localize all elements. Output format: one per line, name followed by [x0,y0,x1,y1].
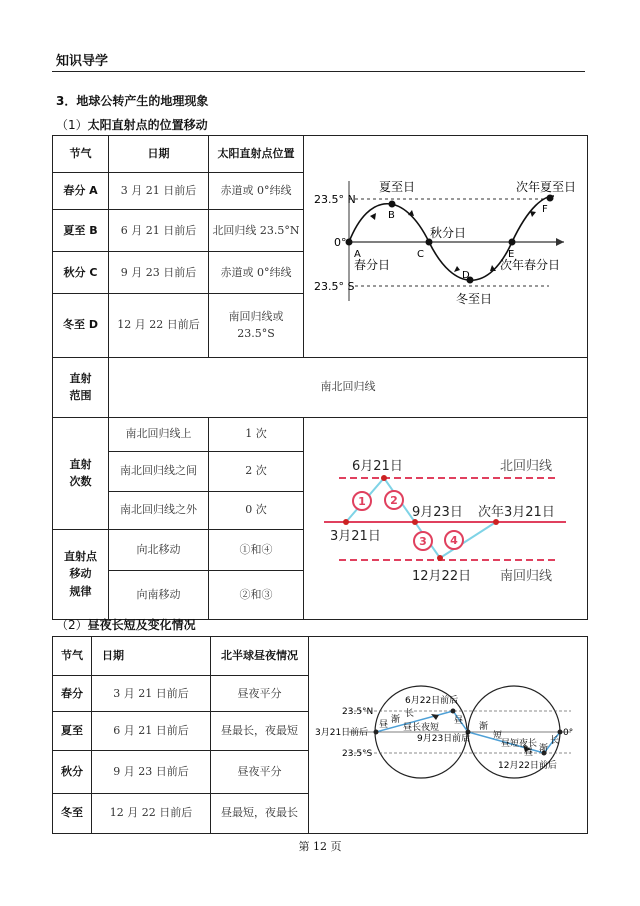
times-label-line1: 直射 [69,457,92,471]
point-e-label: E [508,249,515,260]
day-long-label: 昼长夜短 [403,723,440,733]
times-label-line2: 次数 [69,475,92,489]
situation-autumn: 昼夜平分 [211,750,309,793]
col-header-date: 日期 [92,637,211,676]
date-autumn: 9 月 23 日前后 [109,252,209,293]
subsolar-zigzag-diagram [304,420,588,610]
times-count: 1 次 [209,417,304,451]
point-c-label: C [417,249,424,260]
point-f-marker [547,195,554,202]
movement-periods: ②和③ [209,570,304,619]
date-mar21-label: 3月21日前后 [315,728,369,738]
times-label [53,417,109,529]
movement-label-line3: 规律 [69,584,92,598]
date-spring: 3 月 21 日前后 [109,173,209,210]
date-jun21-label: 6月21日 [352,459,403,475]
point-b-label: B [388,210,395,221]
point-b-marker [389,201,396,208]
jian-char-3: 渐 [539,744,549,754]
movement-label-line2: 移动 [69,567,92,581]
day-night-table [52,636,588,834]
date-dec22-label: 12月22日前后 [498,761,557,771]
point-a-label: A [354,249,361,260]
spring-equinox-label: 春分日 [354,258,391,272]
movement-label-line1: 直射点 [64,549,97,563]
day-short-label: 昼短夜长 [501,739,538,749]
movement-label [53,529,109,619]
point-dec22-marker [437,555,443,561]
times-place: 南北回归线上 [109,417,209,451]
day-night-figure [309,637,588,834]
lat-north-label: 23.5°N [342,707,374,717]
term-autumn-c: 秋分 C [53,252,109,293]
point-mar21-marker [374,730,379,735]
term-autumn: 秋分 [53,750,92,793]
section-title: 3．地球公转产生的地理现象 [56,94,209,108]
col-header-position: 太阳直射点位置 [209,136,304,173]
next-summer-solstice-label: 次年夏至日 [516,180,577,194]
date-summer: 6 月 21 日前后 [109,210,209,252]
subsolar-table [52,135,588,620]
situation-summer: 昼最长，夜最短 [211,711,309,750]
subsection-2-number: （2） [56,618,88,632]
page-number: 第 12 页 [298,840,342,853]
subsection-2-title [56,616,196,633]
col-header-date: 日期 [109,136,209,173]
equator-label: 0° [334,236,347,249]
chang-char-1: 长 [405,709,415,719]
day-char-3: 昼 [524,748,534,758]
equator-arrow-icon [556,238,564,246]
point-e-marker [509,239,516,246]
equator-label: 0° [563,728,574,738]
date-mar21-label: 3月21日 [330,529,381,545]
lat-south-label: 23.5° S [314,280,355,293]
curve-arrow-icon [454,266,460,272]
chang-char-2: 长 [550,736,560,746]
lat-north-label: 23.5° N [314,193,356,206]
position-winter [209,293,304,357]
segment-3-label: 3 [419,535,427,549]
summer-solstice-label: 夏至日 [379,180,416,194]
segment-1-label: 1 [358,495,366,509]
date-sep23-label: 9月23日前后 [417,734,471,744]
times-place: 南北回归线之间 [109,451,209,491]
point-jun21-marker [381,475,387,481]
term-winter-d: 冬至 D [53,293,109,357]
date-summer: 6 月 21 日前后 [92,711,211,750]
subsolar-zigzag-figure [304,417,588,619]
times-place: 南北回归线之外 [109,491,209,529]
day-night-diagram [309,637,588,827]
point-next-mar21-marker [558,730,563,735]
curve-arrow-icon [530,211,536,217]
col-header-term: 节气 [53,136,109,173]
point-f-label: F [542,204,548,215]
position-winter-line2: 23.5°S [237,327,275,341]
day-char-1: 昼 [379,720,389,730]
point-a-marker [346,239,353,246]
position-spring: 赤道或 0°纬线 [209,173,304,210]
curve-arrow-icon [370,213,376,220]
position-autumn: 赤道或 0°纬线 [209,252,304,293]
next-spring-equinox-label: 次年春分日 [500,258,561,272]
position-winter-line1: 南回归线或 [228,309,284,323]
point-mar21-marker [343,519,349,525]
situation-spring: 昼夜平分 [211,675,309,711]
col-header-term: 节气 [53,637,92,676]
movement-direction: 向北移动 [109,529,209,570]
term-winter: 冬至 [53,793,92,833]
date-jun22-label: 6月22日前后 [405,696,459,706]
times-count: 0 次 [209,491,304,529]
date-winter: 12 月 22 日前后 [92,793,211,833]
header-divider [52,71,585,72]
range-value: 南北回归线 [109,357,588,417]
range-label [53,357,109,417]
segment-4-label: 4 [450,534,458,548]
term-spring-a: 春分 A [53,173,109,210]
subsection-1-number: （1） [56,118,88,132]
jian-char-1: 渐 [391,715,401,725]
segment-2-label: 2 [390,494,398,508]
date-autumn: 9 月 23 日前后 [92,750,211,793]
subsection-1-text: 太阳直射点的位置移动 [87,118,208,132]
point-jun22-marker [451,709,456,714]
col-header-situation: 北半球昼夜情况 [211,637,309,676]
subsolar-curve-chart [304,136,588,351]
day-char-2: 昼 [454,716,464,726]
date-dec22-label: 12月22日 [412,569,472,585]
lat-south-label: 23.5°S [342,749,373,759]
movement-direction: 向南移动 [109,570,209,619]
winter-solstice-label: 冬至日 [456,292,493,306]
term-spring: 春分 [53,675,92,711]
header-title: 知识导学 [56,54,109,69]
tropic-cancer-label: 北回归线 [500,459,553,475]
range-label-line2: 范围 [69,389,92,403]
date-spring: 3 月 21 日前后 [92,675,211,711]
subsection-1-title [56,116,208,133]
point-d-label: D [462,270,470,281]
tropic-capricorn-label: 南回归线 [500,569,553,585]
autumn-equinox-label: 秋分日 [430,226,467,240]
date-sep23-label: 9月23日 [412,505,463,521]
times-count: 2 次 [209,451,304,491]
range-label-line1: 直射 [69,371,92,385]
term-summer: 夏至 [53,711,92,750]
date-next-mar21-label: 次年3月21日 [478,505,555,521]
subsolar-migration-figure [304,136,588,358]
position-summer: 北回归线 23.5°N [209,210,304,252]
jian-char-2: 渐 [479,722,489,732]
term-summer-b: 夏至 B [53,210,109,252]
situation-winter: 昼最短，夜最长 [211,793,309,833]
subsection-2-text: 昼夜长短及变化情况 [87,618,196,632]
movement-periods: ①和④ [209,529,304,570]
duan-char: 短 [493,731,503,741]
date-winter: 12 月 22 日前后 [109,293,209,357]
